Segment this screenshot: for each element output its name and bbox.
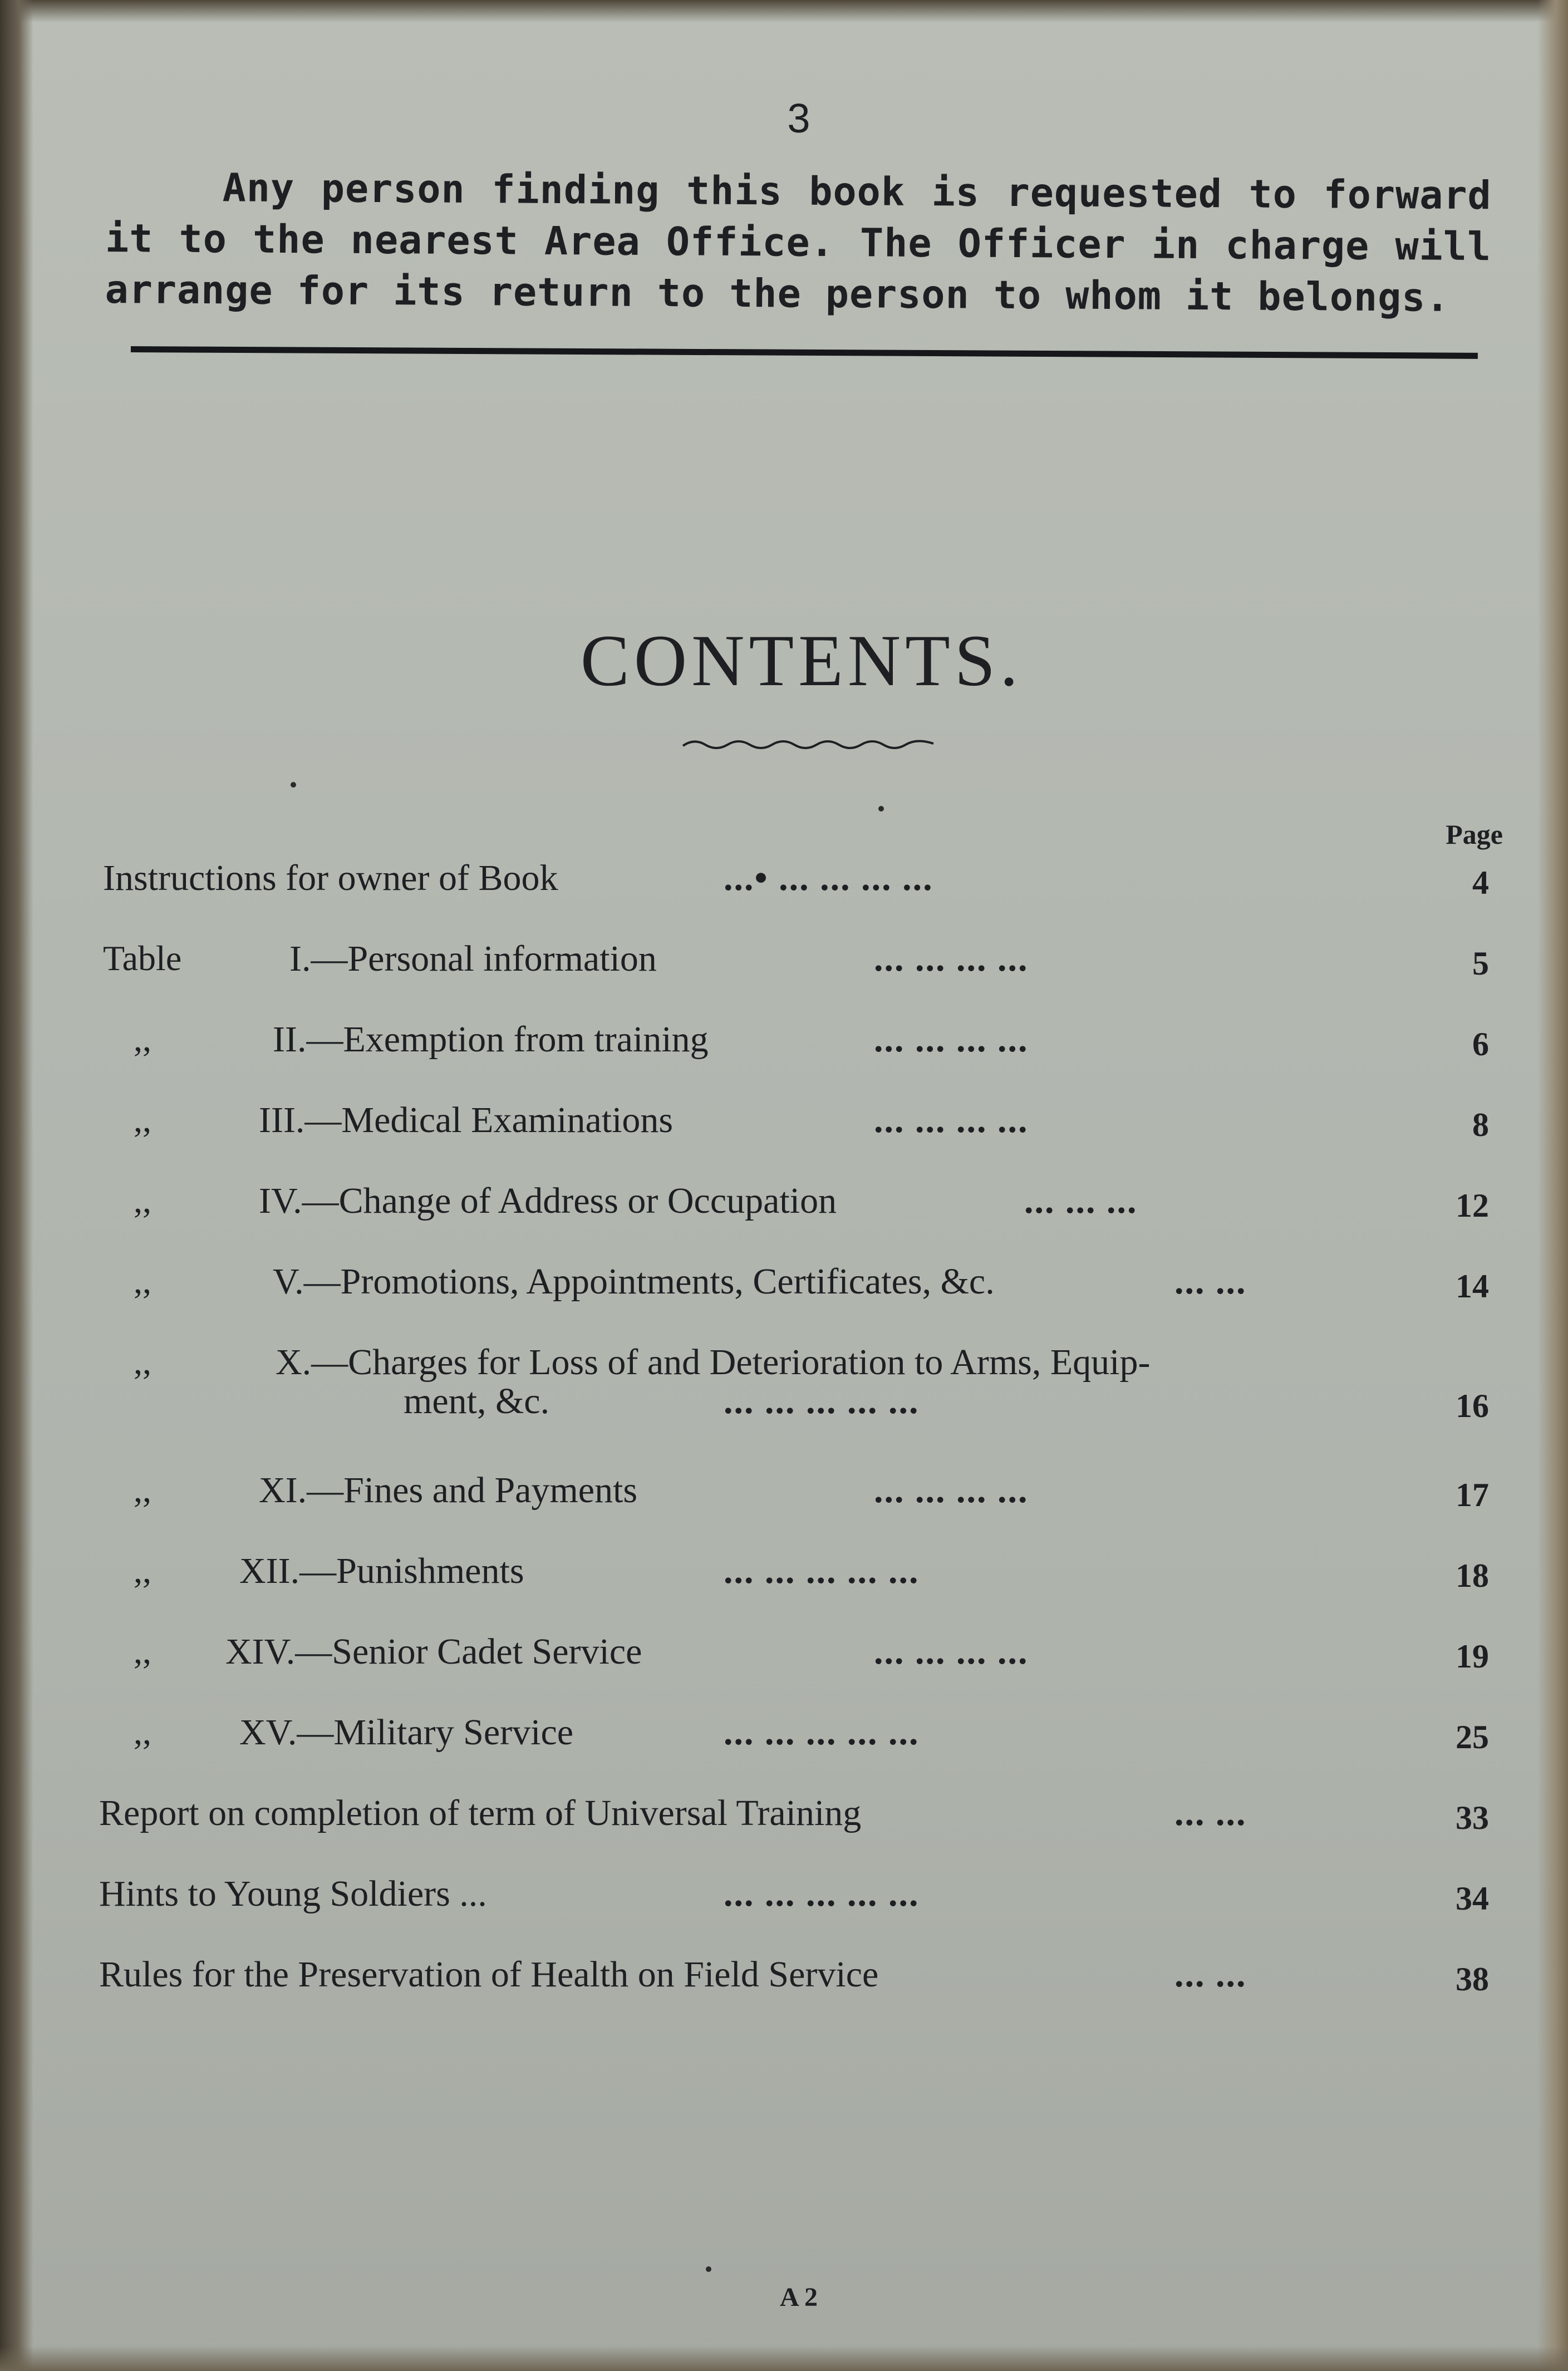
toc-entry-leader: ... ... ... ...	[874, 938, 1029, 979]
toc-entry-leader: ... ... ...	[1024, 1180, 1138, 1221]
toc-entry-leader: ... ... ... ...	[874, 1470, 1029, 1511]
toc-entry-leader: ... ...	[1174, 1954, 1247, 1995]
toc-entry	[0, 1873, 1568, 1929]
toc-entry-title: II.—Exemption from training	[273, 1019, 709, 1060]
toc-entry	[0, 1550, 1568, 1606]
toc-entry-title: III.—Medical Examinations	[259, 1100, 674, 1140]
toc-entry-leader: ... ... ... ...	[874, 1631, 1029, 1672]
toc-entry-page: 12	[1456, 1187, 1489, 1224]
toc-entry-continuation: ment, &c.	[404, 1381, 550, 1421]
page-column-header: Page	[1446, 819, 1503, 850]
toc-entry-leader: ... ... ... ... ...	[724, 1551, 920, 1591]
toc-entry-title: Instructions for owner of Book	[103, 858, 558, 898]
toc-entry-page: 16	[1456, 1388, 1489, 1424]
toc-entry-prefix: ,,	[134, 1470, 151, 1509]
toc-entry-page: 18	[1456, 1557, 1489, 1594]
toc-entry-prefix: ,,	[134, 1261, 151, 1301]
toc-entry-prefix: ,,	[134, 1342, 151, 1381]
toc-entry	[0, 1261, 1568, 1316]
toc-entry-page: 14	[1456, 1268, 1489, 1305]
toc-entry-page: 19	[1456, 1638, 1489, 1675]
toc-entry-leader: ... ... ... ... ...	[724, 1381, 920, 1421]
toc-entry-leader: ... ... ... ... ...	[724, 1712, 920, 1753]
toc-entry-page: 4	[1472, 864, 1489, 901]
toc-entry-title: X.—Charges for Loss of and Deterioration to Arms, Equip-	[276, 1342, 1151, 1383]
toc-entry	[0, 1099, 1568, 1155]
toc-entry-title: XII.—Punishments	[239, 1551, 524, 1591]
signature-mark: A 2	[779, 2283, 818, 2312]
toc-entry-title: Rules for the Preservation of Health on Field Service	[99, 1954, 879, 1995]
toc-entry-leader: ... ... ... ...	[874, 1100, 1029, 1140]
ink-speck	[878, 806, 884, 811]
toc-entry-title: I.—Personal information	[289, 938, 657, 979]
toc-entry-leader: ... ... ... ...	[874, 1019, 1029, 1060]
return-notice: Any person finding this book is requested to forward it to the nearest Area Office. The Officer in charge will arrange for its return to the person to whom it belongs.	[105, 165, 1492, 321]
toc-entry-title: V.—Promotions, Appointments, Certificates, &c.	[273, 1261, 995, 1302]
ink-speck	[291, 782, 296, 788]
toc-entry-leader: ... ...	[1174, 1261, 1247, 1302]
toc-entry-page: 25	[1456, 1719, 1489, 1755]
toc-entry-title: XIV.—Senior Cadet Service	[225, 1631, 642, 1672]
toc-entry	[0, 1019, 1568, 1074]
toc-entry-page: 33	[1456, 1799, 1489, 1836]
toc-entry-leader: ... ... ... ... ...	[724, 1873, 920, 1914]
toc-entry-title: Hints to Young Soldiers ...	[99, 1873, 487, 1914]
toc-entry-page: 6	[1472, 1026, 1489, 1062]
toc-entry-page: 8	[1472, 1106, 1489, 1143]
toc-entry	[0, 1631, 1568, 1686]
toc-entry-title: IV.—Change of Address or Occupation	[259, 1180, 837, 1221]
toc-entry	[0, 1180, 1568, 1236]
toc-entry	[0, 857, 1568, 913]
toc-entry-prefix: ,,	[134, 1100, 151, 1139]
toc-entry	[0, 1341, 1568, 1447]
toc-entry-title: XI.—Fines and Payments	[259, 1470, 638, 1511]
toc-entry-page: 17	[1456, 1477, 1489, 1513]
toc-entry-page: 38	[1456, 1961, 1489, 1998]
toc-entry	[0, 938, 1568, 993]
toc-entry-page: 5	[1472, 945, 1489, 982]
toc-entry-leader: ... ...	[1174, 1793, 1247, 1833]
page-number: 3	[787, 95, 810, 141]
toc-entry-title: Report on completion of term of Universal Training	[99, 1793, 862, 1833]
ink-speck	[706, 2266, 711, 2272]
toc-entry-page: 34	[1456, 1880, 1489, 1917]
toc-entry-title: XV.—Military Service	[239, 1712, 574, 1753]
toc-entry-prefix: ,,	[134, 1712, 151, 1752]
toc-entry-prefix: ,,	[134, 1551, 151, 1590]
toc-entry-prefix: ,,	[134, 1180, 151, 1220]
toc-entry-leader: ...• ... ... ... ...	[724, 858, 933, 898]
toc-entry	[0, 1792, 1568, 1848]
toc-entry-prefix: ,,	[134, 1631, 151, 1671]
toc-entry	[0, 1954, 1568, 2009]
toc-entry-prefix: Table	[103, 938, 182, 978]
contents-title: CONTENTS.	[580, 619, 1023, 701]
toc-entry	[0, 1469, 1568, 1525]
toc-entry-prefix: ,,	[134, 1019, 151, 1059]
toc-entry	[0, 1711, 1568, 1767]
